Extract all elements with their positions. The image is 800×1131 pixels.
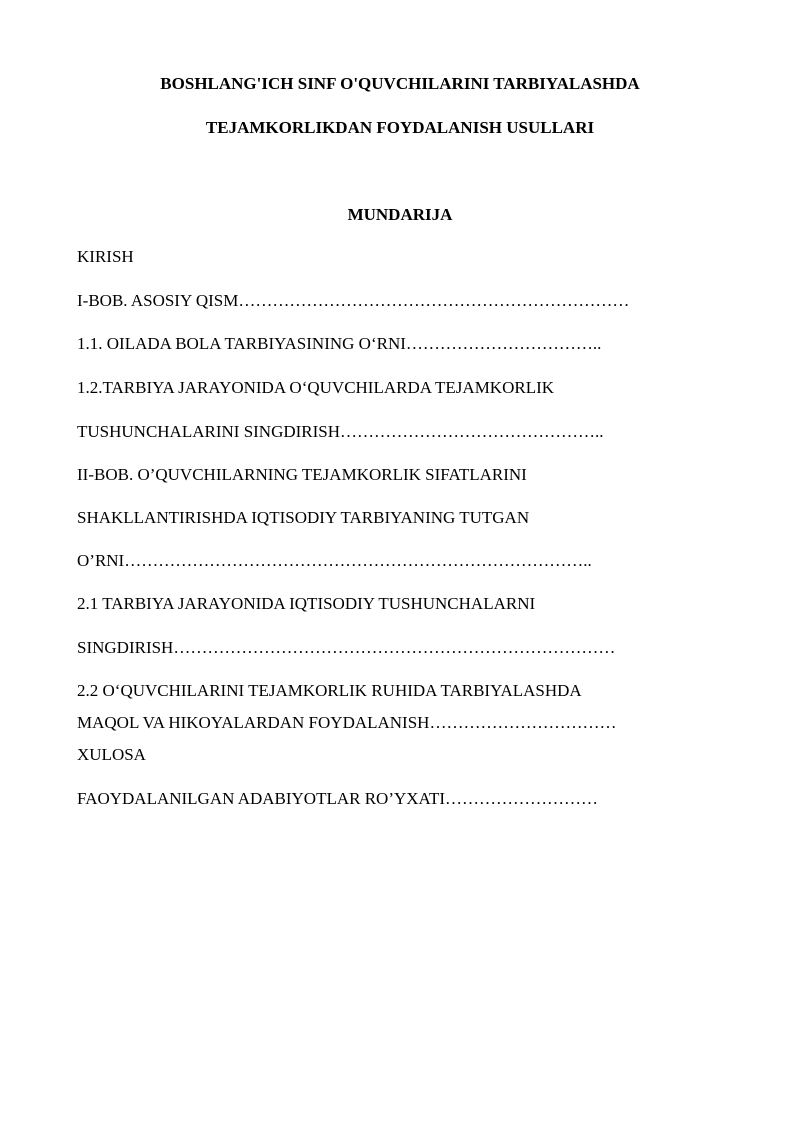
toc-entry-conclusion: XULOSA xyxy=(77,745,146,764)
toc-entry-introduction: KIRISH xyxy=(77,247,134,266)
toc-entry-chapter-1: I-BOB. ASOSIY QISM…………………………………………………………… xyxy=(77,291,630,310)
toc-entry-section-2-2-line-2: MAQOL VA HIKOYALARDAN FOYDALANISH…………………………… xyxy=(77,713,617,732)
toc-entry-section-2-1-line-1: 2.1 TARBIYA JARAYONIDA IQTISODIY TUSHUNCHALARNI xyxy=(77,594,536,613)
toc-entry-section-1-2-line-1: 1.2.TARBIYA JARAYONIDA O‘QUVCHILARDA TEJAMKORLIK xyxy=(77,378,555,397)
toc-entry-section-1-1: 1.1. OILADA BOLA TARBIYASINING O‘RNI…………………………….. xyxy=(77,334,602,353)
document-title-line-1: BOSHLANG'ICH SINF O'QUVCHILARINI TARBIYALASHDA xyxy=(160,74,640,93)
toc-entry-section-2-2-line-1: 2.2 O‘QUVCHILARINI TEJAMKORLIK RUHIDA TARBIYALASHDA xyxy=(77,681,582,700)
toc-entry-chapter-2-line-2: SHAKLLANTIRISHDA IQTISODIY TARBIYANING TUTGAN xyxy=(77,508,530,527)
toc-entry-section-2-1-line-2: SINGDIRISH…………………………………………………………………… xyxy=(77,638,616,657)
toc-entry-chapter-2-line-1: II-BOB. O’QUVCHILARNING TEJAMKORLIK SIFATLARINI xyxy=(77,465,527,484)
table-of-contents-heading: MUNDARIJA xyxy=(347,205,453,224)
document-title-line-2: TEJAMKORLIKDAN FOYDALANISH USULLARI xyxy=(205,118,595,137)
toc-entry-chapter-2-line-3: O’RNI……………………………………………………………………….. xyxy=(77,551,592,570)
toc-entry-section-1-2-line-2: TUSHUNCHALARINI SINGDIRISH……………………………………….. xyxy=(77,422,604,441)
toc-entry-references: FAOYDALANILGAN ADABIYOTLAR RO’YXATI……………………… xyxy=(77,789,598,808)
